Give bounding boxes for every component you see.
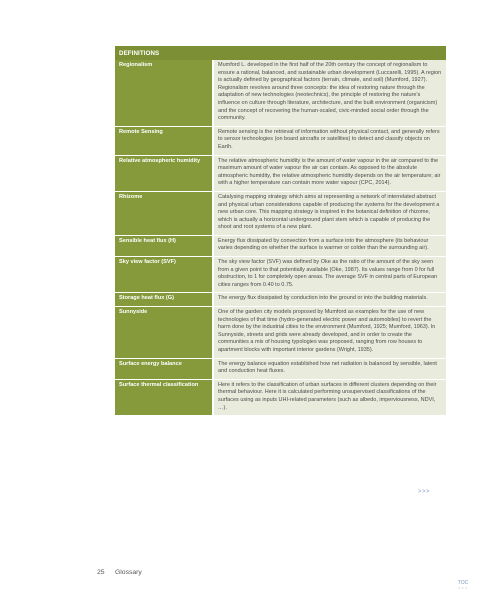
definition-row — [115, 257, 446, 293]
term-cell: Remote Sensing — [115, 126, 213, 155]
toc-dots-icon: • • • — [458, 585, 468, 590]
toc-label: TOC — [457, 580, 469, 586]
definition-cell: Here it refers to the classification of urban surfaces in different clusters depending on their thermal behaviour. Here it is calculated performing unsupervised classifications of the surfaces using as inputs UHI-related parameters (such as albedo, imperviousness, NDVI, …). — [213, 379, 446, 415]
term-cell: Storage heat flux (G) — [115, 293, 213, 307]
definition-row — [115, 358, 446, 379]
section-name: Glossary — [115, 569, 142, 576]
definition-row — [115, 155, 446, 191]
definition-cell: Catalysing mapping strategy which aims at representing a network of interrelated abstract and physical urban considerations capable of producing the systems for the development a new urban core. This mapping strategy is inspired in the botanical definition of rhizome, which is actually a horizontal underground plant stem which is capable of producing the shoot and root systems of a new plant. — [213, 191, 446, 235]
definition-cell: The relative atmospheric humidity is the amount of water vapour in the air compared to the maximum amount of water vapour the air can contain. As opposed to the absolute atmospheric humidity, the relative atmospheric humidity depends on the air temperature; air with a higher temperature can contain more water vapour (CPC, 2014). — [213, 155, 446, 191]
definition-cell: Energy flux dissipated by convection from a surface into the atmosphere (its behaviour varies depending on whether the surface is warmer or colder than the surrounding air). — [213, 235, 446, 256]
definition-cell: The energy flux dissipated by conduction into the ground or into the building materials. — [213, 293, 446, 307]
definition-row — [115, 60, 446, 126]
definition-row — [115, 191, 446, 235]
term-cell: Surface thermal classification — [115, 379, 213, 415]
definition-row — [115, 235, 446, 256]
definition-cell: The energy balance equation established how net radiation is balanced by sensible, latent and conduction heat fluxes. — [213, 358, 446, 379]
continue-indicator[interactable]: >>> — [418, 489, 431, 495]
page-number: 25 — [97, 569, 105, 576]
term-cell: Sensible heat flux (H) — [115, 235, 213, 256]
definition-cell: Mumford L. developed in the first half of the 20th century the concept of regionalism to ensure a rational, balanced, and sustainable urban development (Luccarelli, 1995). A region is actually defined by geographical factors (terrain, climate, and soil) (Mumford, 1927). Regionalism revolves around three concepts: the idea of restoring nature through the adaptation of new technologies (neotechnics), the principle of restoring the nature’s influence on culture through literature, architecture, and the built environment (organicism) and the concept of recovering the human-scaled, civic-minded social order through the community. — [213, 60, 446, 126]
term-cell: Sunnyside — [115, 307, 213, 359]
definitions-table — [115, 46, 446, 416]
definition-cell: One of the garden city models proposed by Mumford as examples for the use of new technologies of that time (hydro-generated electric power and automobiles) to revert the harm done by the industrial cities to the environment (Mumford, 1925; Mumford, 1963). In Sunnyside, streets and grids were already developed, and in order to create the communities a mix of housing typologies was proposed, ranging from row houses to apartment blocks with important interior gardens (Wright, 1935). — [213, 307, 446, 359]
definition-row — [115, 307, 446, 359]
term-cell: Surface energy balance — [115, 358, 213, 379]
definition-row — [115, 379, 446, 415]
term-cell: Regionalism — [115, 60, 213, 126]
toc-link[interactable] — [455, 580, 471, 590]
term-cell: Rhizome — [115, 191, 213, 235]
table-header: DEFINITIONS — [115, 46, 446, 60]
term-cell: Relative atmospheric humidity — [115, 155, 213, 191]
term-cell: Sky view factor (SVF) — [115, 257, 213, 293]
definition-cell: Remote sensing is the retrieval of information without physical contact, and generally refers to sensor technologies (on board aircrafts or satellites) to detect and classify objects on Earth. — [213, 126, 446, 155]
definition-row — [115, 293, 446, 307]
definition-cell: The sky view factor (SVF) was defined by Oke as the ratio of the amount of the sky seen from a given point to that potentially available (Oke, 1987). Its values range from 0 for full obstruction, to 1 for completely open areas. The average SVF in central parts of European cities ranges from 0.40 to 0.75. — [213, 257, 446, 293]
definitions-body — [115, 60, 446, 416]
definition-row — [115, 126, 446, 155]
